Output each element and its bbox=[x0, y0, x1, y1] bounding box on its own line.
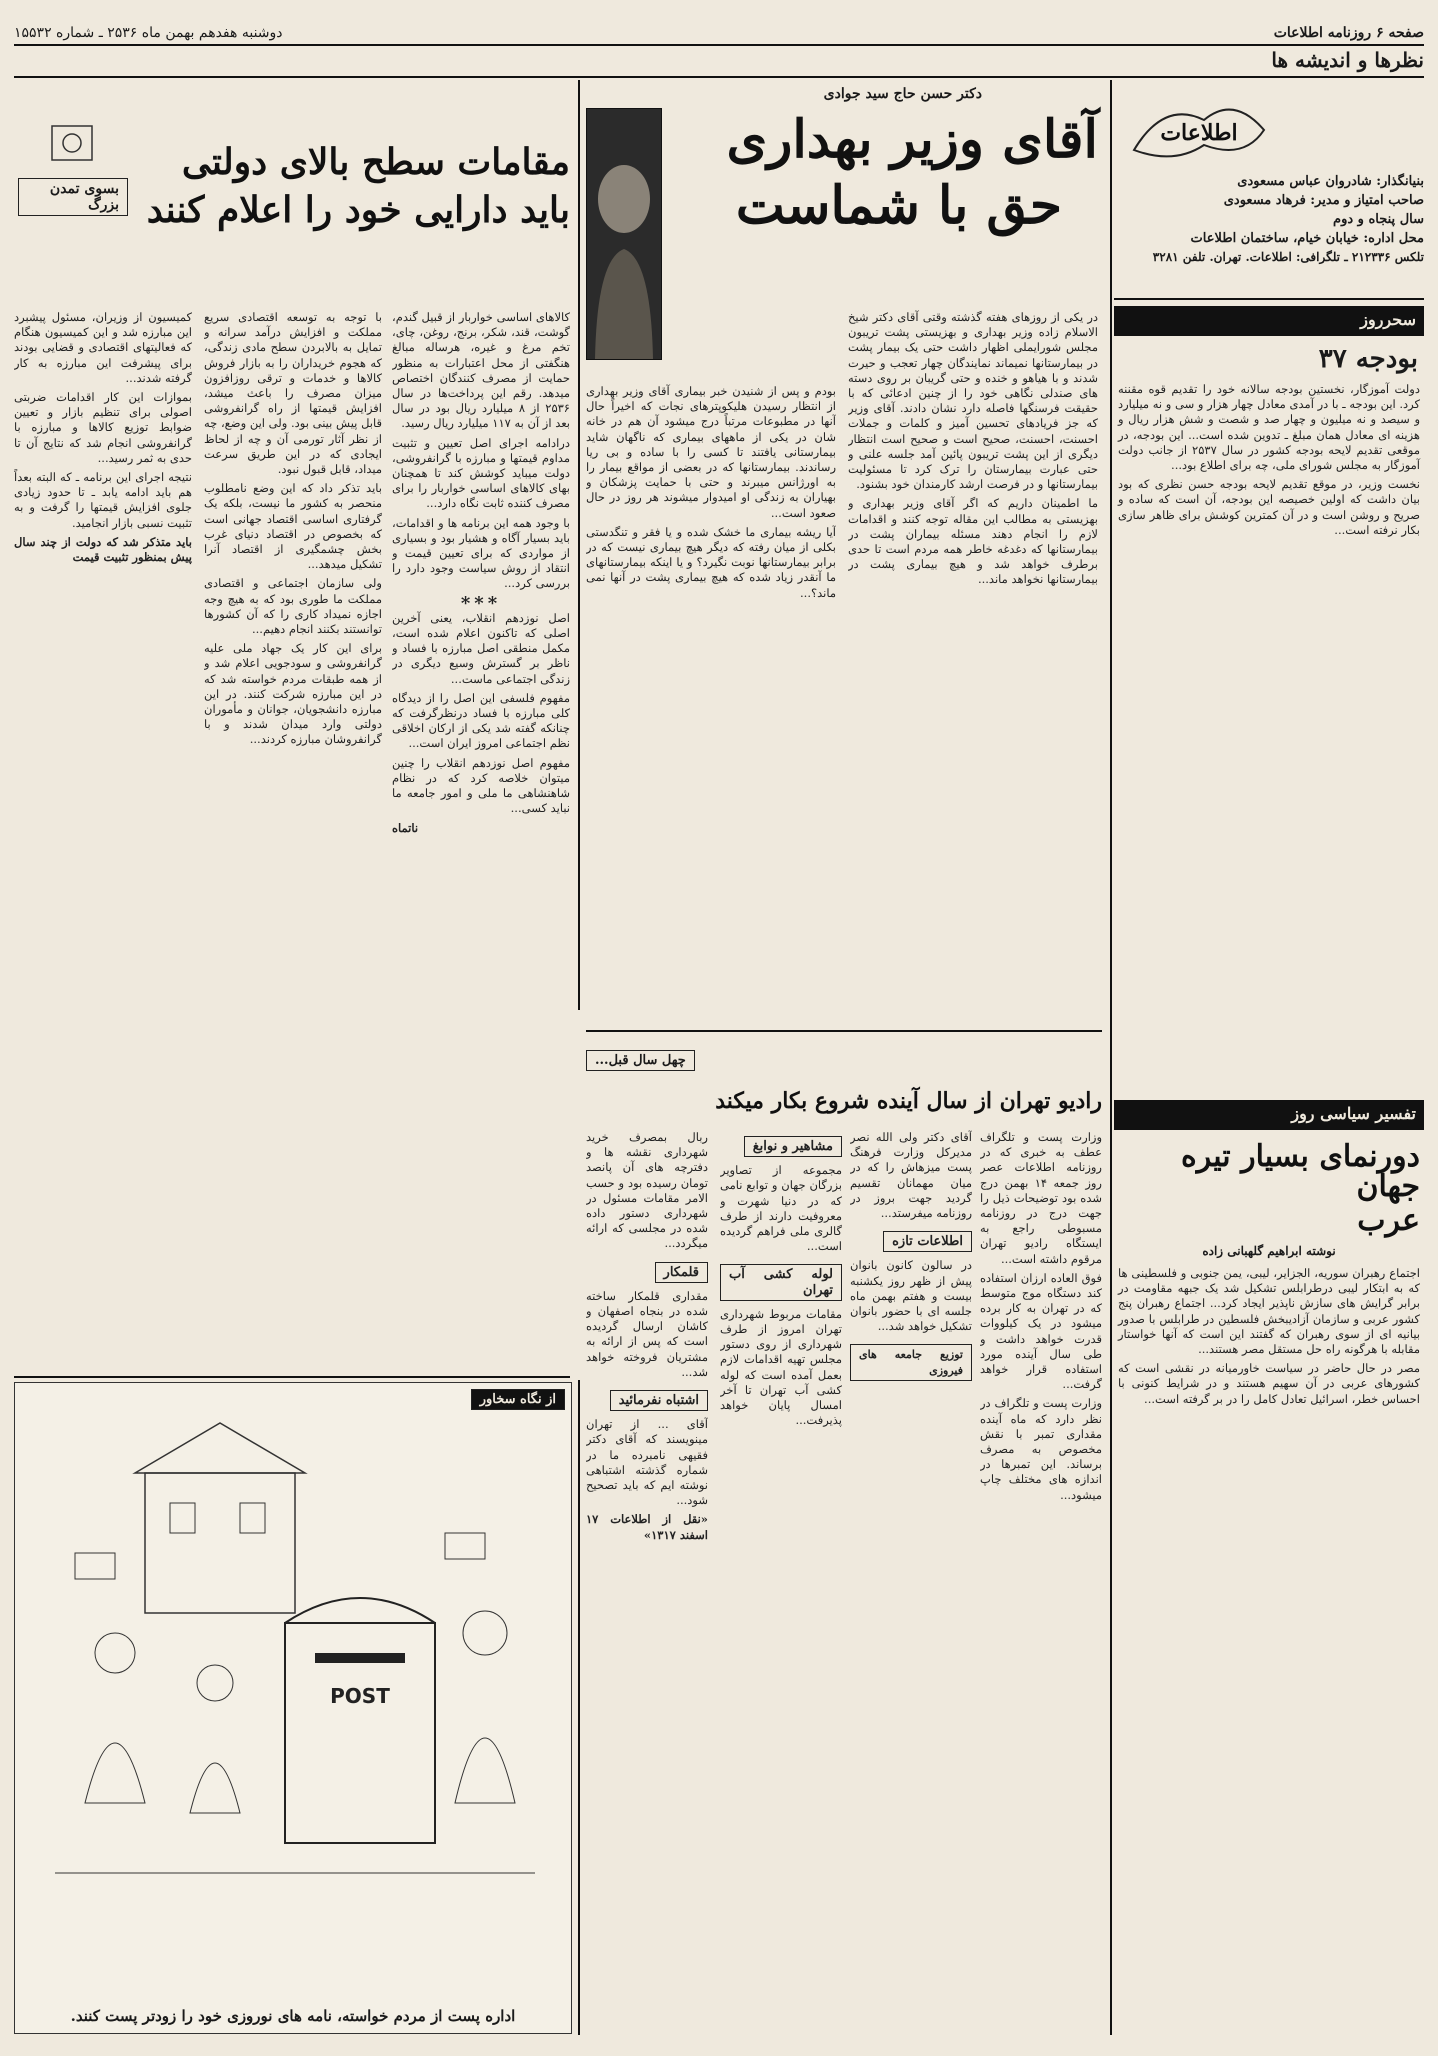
firouzi-tag: توزیع جامعه های فیروزی bbox=[850, 1344, 972, 1380]
section-title: نظرها و اندیشه ها bbox=[1271, 48, 1424, 72]
article2-p3: ولی سازمان اجتماعی و اقتصادی مملکت ما طوری بود که به هیچ وجه اجازه نمیداد کاری را که آن کشورها توانستند بکنند انجام دهیم... bbox=[204, 576, 382, 637]
article2-tag: بسوی تمدن بزرگ bbox=[18, 178, 128, 216]
ashtiyan-tag: اشتباه نفرمائید bbox=[610, 1390, 708, 1411]
masthead-bar bbox=[14, 22, 1424, 46]
article2-p7: نتیجه اجرای این برنامه ـ که البته بعداً هم باید ادامه یابد ـ تا حدود زیادی جلوی افزایش قیمتها را گرفت و به تثبیت نسبی بازار انجامید. bbox=[14, 470, 192, 530]
article1-paragraph-4: آیا ریشه بیماری ما خشک شده و یا فقر و تنگدستی بکلی از میان رفته که دیگر هیچ بیماری نیست که در برابر بیمارستانها نوبت نگیرد؟ و یا اینکه بیمارستانهای ما آنقدر زیاد شده که هیچ بیماری پشت در آنها نمی ماند؟... bbox=[586, 524, 836, 600]
sahar-title: بودجه ۳۷ bbox=[1318, 344, 1418, 374]
article2 bbox=[14, 84, 570, 1374]
article2-signature: ناتماه bbox=[392, 820, 419, 835]
firouzi-text: در سالون کانون بانوان پیش از ظهر روز یکشنبه بیست و هفتم بهمن ماه جلسه ای با حضور بانوان تشکیل خواهد شد... bbox=[850, 1258, 972, 1334]
forty-years-section bbox=[586, 1036, 1102, 2035]
cartoon-caption: اداره پست از مردم خواسته، نامه های نوروزی خود را زودتر پست کنند. bbox=[70, 2007, 516, 2025]
date-note: «نقل از اطلاعات ۱۷ اسفند ۱۳۱۷» bbox=[586, 1512, 708, 1542]
article1-paragraph-1: در یکی از روزهای هفته گذشته وقتی آقای دکتر شیخ الاسلام زاده وزیر بهداری و بهزیستی پشت تریبون مجلس شورایملی اظهار داشت حتی یک بیمار پشت در بیمارستانها نمیماند نمایندگان چهار تعجب و حیرت شدند و با هیاهو و خنده و حتی گریبان بر روی دسته های صندلی نگاهی خود را از چنین ادعائی که با حقیقت فرسنگها فاصله دارد نشان دادند. آقای وزیر که جز فریادهای تحسین آمیز و کلمات و جملات احسنت، احسنت، صحیح است و صحیح است انتظار دیگری از این پشت تریبون پائین آمد جلسه علنی و حتی عبارت بیمارستان را ترک کرد تا مسئولیت بیمارستانها و در فرصت ارشد کارمندان خود بشنود. bbox=[848, 310, 1098, 492]
forty-col1-text: وزارت پست و تلگراف عطف به خبری که در روزنامه اطلاعات عصر روز جمعه ۱۴ بهمن درج شده بود توضیحات ذیل را جهت درج در روزنامه مسبوطی راجع به ایستگاه رادیو تهران مرقوم داشته است... bbox=[980, 1130, 1102, 1266]
article2-col-right bbox=[392, 310, 570, 1350]
sahar-label: سحرروز bbox=[1360, 310, 1416, 329]
article1 bbox=[586, 84, 1102, 1024]
faraghat-tag: مشاهیر و نوابغ bbox=[744, 1136, 842, 1157]
water-text: مقامات مربوط شهرداری تهران امروز از طرف شهرداری از روی دستور مجلس تهیه اقدامات لازم بعمل آمده است که لوله کشی آب تهران تا آخر امسال پایان خواهد پذیرفت... bbox=[720, 1306, 842, 1428]
water-tag: لوله کشی آب تهران bbox=[720, 1264, 842, 1300]
emblem-icon bbox=[42, 120, 102, 170]
tafsir-box bbox=[1114, 1100, 1424, 2035]
sahar-paragraph-1: دولت آموزگار، نخستین بودجه سالانه خود را تقدیم قوه مقننه کرد. این بودجه ـ با در آمدی معادل چهار هزار و سی و نه میلیارد و سیصد و نه میلیون و چهار صد و شصت و شش هزار ریال و هزینه ای معادل همان مبلغ ـ تدوین شده است... این بودجه، در موقعی تقدیم لایحه بودجه کشور در سال ۲۵۳۷ از جانب دولت آموزگار به مجلس شورای ملی، چه برای اطلاع بود... bbox=[1118, 382, 1421, 473]
article2-c3-p5: مفهوم فلسفی این اصل را از دیدگاه کلی مبارزه با فساد درنظرگرفت که چنانکه گفته شد یکی از ارکان اخلاقی نظم اجتماعی امروز ایران است... bbox=[392, 690, 570, 751]
article2-c3-p2: درادامه اجرای اصل تعیین و تثبیت مداوم قیمتها و مبارزه با گرانفروشی، دولت میباید کوشش کند تا همچنان بهای کالاهای اساسی خواربار را برای مصرف کننده ثابت نگاه دارد... bbox=[392, 435, 570, 511]
new-news-text: وزارت پست و تلگراف در نظر دارد که ماه آینده مقداری تمبر با نقش مخصوص به مصرف برساند. این تمبرها در اندازه های مختلف چاپ میشود... bbox=[980, 1396, 1102, 1502]
tafsir-author: نوشته ابراهیم گلهبانی زاده bbox=[1202, 1244, 1336, 1258]
sahar-body bbox=[1114, 382, 1424, 1082]
article2-closing: باید متذکر شد که دولت از چند سال پیش بمنظور تثبیت قیمت bbox=[14, 534, 192, 565]
portrait-icon bbox=[587, 109, 661, 359]
forty-col-3 bbox=[720, 1130, 842, 2020]
sahar-box bbox=[1114, 306, 1424, 1096]
sahar-paragraph-2: نخست وزیر، در موقع تقدیم لایحه بودجه حسن نظری که بود بیان داشت که اولین خصیصه این بودجه، آن است که ساده و صریح و روشن است و در آن کمترین کوشش برای ظاهر سازی بکار نرفته است... bbox=[1118, 477, 1420, 537]
article2-c3-p6: مفهوم اصل نوزدهم انقلاب را چنین میتوان خلاصه کرد که در نظام شاهنشاهی ما ملی و امور جامعه ما نباید کسی... bbox=[392, 755, 570, 816]
article1-author: دکتر حسن حاج سید جوادی bbox=[823, 86, 982, 102]
article1-title-2: حق با شماست bbox=[735, 175, 1062, 236]
article2-c3-p4: اصل نوزدهم انقلاب، یعنی آخرین اصلی که تاکنون اعلام شده است، مکمل منطقی اصل مبارزه با فساد و ناظر بر گسترش وسیع دیگری در زندگی اجتماعی ماست... bbox=[392, 610, 570, 686]
info-box bbox=[1114, 84, 1424, 294]
info-owner: صاحب امتیاز و مدیر: فرهاد مسعودی bbox=[1223, 193, 1424, 208]
article2-p1: با توجه به توسعه اقتصادی سریع مملکت و افزایش درآمد سرانه و تمایل به بالابردن سطح مادی زندگی، که هجوم خریداران را به بازار فروش کالاها و خدمات و ترقی روزافزون میزان مصرف را باعث میشد، افزایش قیمتها از راه گرانفروشی قابل پیش بینی بود. ولی این وضع، چه از نظر آثار تورمی آن و چه از لحاظ ایجادی که در این طریق سرعت میداد، قابل قبول نبود. bbox=[204, 310, 382, 477]
info-contact: تلکس ۲۱۲۳۳۶ ـ تلگرافی: اطلاعات. تهران. تلفن ۳۲۸۱ bbox=[1152, 250, 1424, 264]
cartoon-panel bbox=[14, 1382, 572, 2034]
newspaper-logo-icon bbox=[1124, 90, 1274, 170]
forty-years-title: رادیو تهران از سال آینده شروع بکار میکند bbox=[715, 1088, 1102, 1114]
author-photo bbox=[586, 108, 662, 360]
info-address: محل اداره: خیابان خیام، ساختمان اطلاعات bbox=[1190, 231, 1424, 246]
cartoon-drawing bbox=[15, 1383, 571, 1983]
cartoon-tag: از نگاه سخاور bbox=[471, 1389, 565, 1410]
info-year: سال پنجاه و دوم bbox=[1333, 212, 1424, 227]
tafsir-label: تفسیر سیاسی روز bbox=[1291, 1104, 1416, 1123]
svg-text:اطلاعات: اطلاعات bbox=[1160, 120, 1238, 146]
faraghat-text: مجموعه از تصاویر بزرگان جهان و توابع نامی که در دنیا شهرت و معروفیت دارند از طرف گالری ملی فراهم گردیده است... bbox=[720, 1163, 842, 1254]
forty-years-tag: چهل سال قبل... bbox=[586, 1050, 695, 1071]
emblem-box bbox=[18, 120, 128, 213]
tafsir-paragraph-1: اجتماع رهبران سوریه، الجزایر، لیبی، یمن جنوبی و فلسطینی ها که به ابتکار لیبی درطرابلس تشکیل شد یک جبهه مقاومت در برابر گرایش های سازش ناپذیر ایجاد کرد... اجتماع رهبران پنج کشور عربی و سازمان آزادیبخش فلسطین در طرابلس با صدور بیانیه ای از سوی رهبران که گفتند این است که آنها خواستار مقابله با هرگونه راه حل مستقل مصر هستند... bbox=[1118, 1266, 1420, 1357]
new-news-tag: اطلاعات تازه bbox=[883, 1231, 972, 1252]
forty-col-2 bbox=[850, 1130, 972, 2020]
ghalamkar-tag: قلمکار bbox=[655, 1262, 708, 1283]
page-label: صفحه ۶ روزنامه اطلاعات bbox=[1273, 25, 1424, 41]
article2-p4: برای این کار یک جهاد ملی علیه گرانفروشی و سودجویی اعلام شد و از همه طبقات مردم خواسته شد که در این مبارزه شرکت کنند. در این مبارزه دانشجویان، جوانان و مأموران دولتی وارد میدان شدند و با گرانفروشان مبارزه کردند... bbox=[204, 641, 382, 747]
article2-title-2: باید دارایی خود را اعلام کنند bbox=[146, 189, 570, 231]
article2-p2: باید تذکر داد که این وضع نامطلوب منحصر به کشور ما نیست، بلکه یک گرفتاری اساسی اقتصاد جهانی است که بخصوص در اقتصاد دنیای غرب بخش چشمگیری از اقتصاد آنرا تشکیل میدهد... bbox=[204, 481, 382, 572]
tafsir-paragraph-2: مصر در حال حاضر در سیاست خاورمیانه در نقشی است که کشورهای عربی در آن سهیم هستند و در شرایط کنونی با احساس خطر، اسرائیل تعادل کامل را در بر گرفته است... bbox=[1118, 1361, 1420, 1406]
article1-col-a bbox=[848, 310, 1098, 1010]
article1-paragraph-2: بودم و پس از شنیدن خبر بیماری آقای وزیر بهداری از انتظار رسیدن هلیکوپترهای نجات که اخیراً حال آنها در مطبوعات مرتباً درج میشود آن هم در خانه شان در یکی از ماههای بیماری که ناگهان شاید بیمارستانی یافتند تا کسی را با ساده و بی ریا رساندند. بیمارستانها که در بعضی از مواقع بیمار را به اورژانس میبرند و حتی با حمایت پزشکان و بهیاران به زندگی او امیدوار میشوند هر روز در حال صعود است... bbox=[586, 384, 836, 520]
ghalamkar-text: مقداری قلمکار ساخته شده در بنجاه اصفهان و کاشان ارسال گردیده است که پس از ارائه به مشتریان فروخته خواهد شد... bbox=[586, 1288, 708, 1379]
article2-title-1: مقامات سطح بالای دولتی bbox=[181, 141, 570, 183]
tafsir-title-1: دورنمای بسیار تیره جهان bbox=[1180, 1139, 1420, 1204]
article2-p6: بموازات این کار اقدامات ضربتی اصولی برای تنظیم بازار و تعیین ضوابط توزیع کالاها و مبارزه با گرانفروشی انجام شد که نتایج آن تا حدی به ثمر رسید... bbox=[14, 390, 192, 465]
mailbox-post-label: POST bbox=[330, 1684, 390, 1708]
article1-paragraph-3: ما اطمینان داریم که اگر آقای وزیر بهداری و بهزیستی به مطالب این مقاله توجه کنند و اقدامات لازم را انجام دهند مسئله بیماران پشت در بیمارستانها که دغدغه خاطر همه مردم است تا حدی برطرف خواهد شد و هیچ بیماری پشت در بیمارستانها نخواهد ماند... bbox=[848, 496, 1098, 587]
article1-col-b bbox=[586, 384, 836, 1010]
article1-title-1: آقای وزیر بهداری bbox=[726, 109, 1098, 170]
forty-col4-text: ربال بمصرف خرید شهرداری نقشه ها و دفترچه های آن پانصد تومان رسیده بود و حسب الامر مقامات مسئول در شهرداری دستور داده شده در مجلسی که ارائه میگردد... bbox=[586, 1130, 708, 1251]
forty-col3-text: آقای دکتر ولی الله نصر مدیرکل وزارت فرهنگ پست میزهاش را که در میان مهمانان تقسیم گردید جهت بروز در روزنامه میفرستد... bbox=[850, 1130, 972, 1221]
tafsir-body bbox=[1114, 1266, 1424, 2056]
article2-p5: کمیسیون از وزیران، مسئول پیشبرد این مبارزه شد و این کمیسیون هنگام که فعالیتهای اقتصادی و قضایی بودند برای پیشرفت این مبارزه به کار گرفته شدند... bbox=[14, 310, 192, 385]
forty-col-4 bbox=[586, 1130, 708, 2020]
forty-col2-text: فوق العاده ارزان استفاده کند دستگاه موج متوسط که در تهران به کار برده میشود در یک کیلووات قدرت خواهد داشت و طی سال آینده مورد استفاده قرار خواهد گرفت... bbox=[980, 1270, 1102, 1392]
date-issue: دوشنبه هفدهم بهمن ماه ۲۵۳۶ ـ شماره ۱۵۵۳۲ bbox=[14, 25, 283, 41]
ashtiyan-text: آقای ... از تهران مینویسند که آقای دکتر فقیهی نامبرده ما در شماره گذشته اشتباهی نوشته ایم که باید تصحیح شود... bbox=[586, 1417, 708, 1508]
section-separator: *** bbox=[460, 592, 502, 614]
article2-col-middle bbox=[204, 310, 382, 1350]
tafsir-title-2: عرب bbox=[1357, 1203, 1420, 1238]
article2-col-left bbox=[14, 310, 192, 1350]
info-founder: بنیانگذار: شادروان عباس مسعودی bbox=[1237, 174, 1424, 189]
article2-c3-p1: کالاهای اساسی خواربار از قبیل گندم، گوشت، قند، شکر، برنج، روغن، چای، تخم مرغ و غیره، هرساله مبالغ هنگفتی از محل اعتبارات به منظور حمایت از مصرف کنندگان اختصاص میدهد. رقم این پرداخت‌ها در سال ۲۵۳۶ از ۸ میلیارد ریال بود در سال بعد از آن به ۱۱۷ میلیارد ریال رسید. bbox=[392, 310, 570, 431]
forty-col-1 bbox=[980, 1130, 1102, 2020]
article2-c3-p3: با وجود همه این برنامه ها و اقدامات، باید بسیار آگاه و هشیار بود و بسیاری از مواردی که برای تعیین قیمت و انتقاد از روش سیاست وجود دارد را بررسی کرد... bbox=[392, 515, 570, 591]
